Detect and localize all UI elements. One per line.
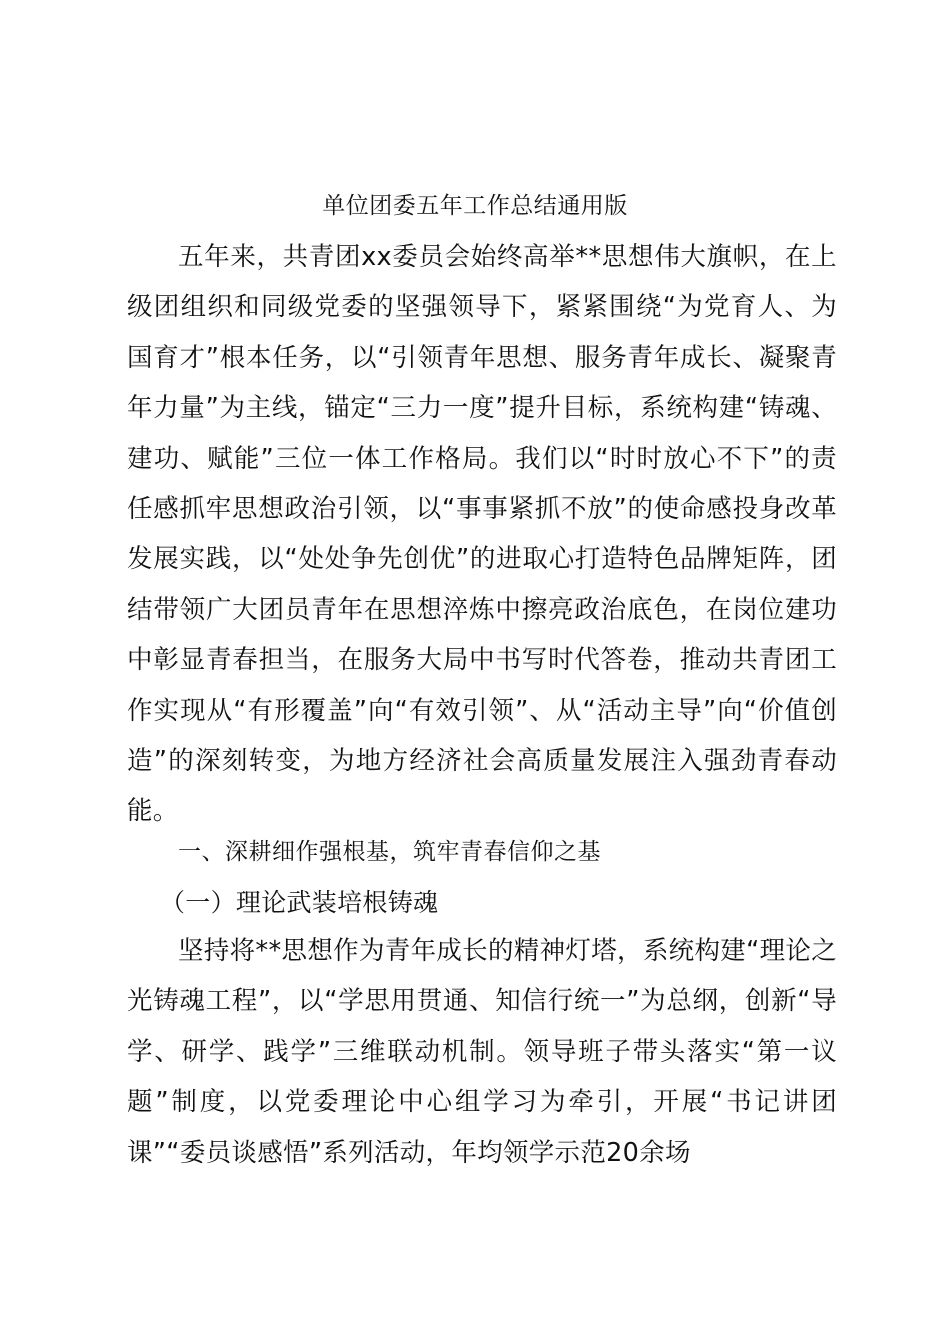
intro-paragraph: 五年来，共青团xx委员会始终高举**思想伟大旗帜，在上级团组织和同级党委的坚强领导下，紧紧围绕“为党育人、为国育才”根本任务，以“引领青年思想、服务青年成长、凝聚青年力量”为主线，锚定“三力一度”提升目标，系统构建“铸魂、建功、赋能”三位一体工作格局。我们以“时时放心不下”的责任感抓牢思想政治引领，以“事事紧抓不放”的使命感投身改革发展实践，以“处处争先创优”的进取心打造特色品牌矩阵，团结带领广大团员青年在思想淬炼中擦亮政治底色，在岗位建功中彰显青春担当，在服务大局中书写时代答卷，推动共青团工作实现从“有形覆盖”向“有效引领”、从“活动主导”向“价值创造”的深刻转变，为地方经济社会高质量发展注入强劲青春动能。 xyxy=(127,242,837,827)
document-title: 单位团委五年工作总结通用版 xyxy=(322,193,628,219)
subsection-paragraph: 坚持将**思想作为青年成长的精神灯塔，系统构建“理论之光铸魂工程”，以“学思用贯通、知信行统一”为总纲，创新“导学、研学、践学”三维联动机制。领导班子带头落实“第一议题”制度，以党委理论中心组学习为牵引，开展“书记讲团课”“委员谈感悟”系列活动，年均领学示范20余场 xyxy=(127,936,837,1168)
section-heading: 一、深耕细作强根基，筑牢青春信仰之基 xyxy=(178,839,601,865)
subsection-heading: （一）理论武装培根铸魂 xyxy=(160,888,439,917)
